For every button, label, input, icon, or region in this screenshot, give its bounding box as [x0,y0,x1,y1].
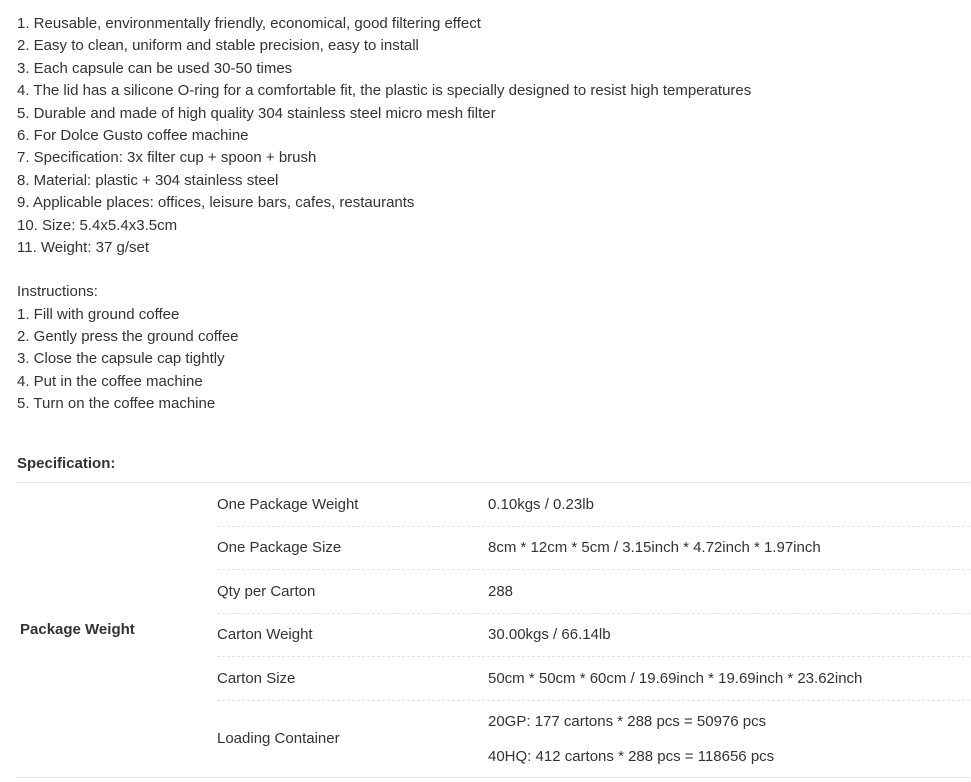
spec-row [217,527,970,571]
instruction-step: 5. Turn on the coffee machine [17,395,216,413]
feature-item: 2. Easy to clean, uniform and stable precision, easy to install [17,37,419,55]
feature-item: 1. Reusable, environmentally friendly, economical, good filtering effect [17,15,481,32]
spec-row-value [488,704,970,774]
spec-group-label: Package Weight [20,621,135,638]
spec-row-label: One Package Weight [217,495,359,513]
feature-item: 9. Applicable places: offices, leisure bars, cafes, restaurants [17,194,415,212]
feature-item: 4. The lid has a silicone O-ring for a comfortable fit, the plastic is specially designed to resist high temperatures [17,82,752,100]
spec-row [217,570,970,614]
feature-item: 7. Specification: 3x filter cup + spoon + brush [17,149,317,167]
spacer [17,259,957,281]
specification-title: Specification: [17,455,116,472]
spec-row-value: 30.00kgs / 66.14lb [488,626,611,644]
instructions-heading: Instructions: [17,283,98,301]
spec-row-label: Carton Size [217,669,296,687]
spec-row [217,614,970,658]
spec-row-value: 0.10kgs / 0.23lb [488,495,594,513]
spec-row-value: 50cm * 50cm * 60cm / 19.69inch * 19.69inch * 23.62inch [488,669,863,687]
spec-rows [217,483,970,777]
instruction-step: 4. Put in the coffee machine [17,372,203,390]
feature-item: 8. Material: plastic + 304 stainless steel [17,171,279,189]
spec-row [217,483,970,527]
instruction-step: 3. Close the capsule cap tightly [17,350,225,368]
product-description [17,13,957,416]
spec-row-value: 288 [488,582,514,600]
spec-row-label: Qty per Carton [217,582,316,600]
spec-row-label: Carton Weight [217,626,313,644]
spec-row-label: Loading Container [217,730,340,747]
instruction-step: 2. Gently press the ground coffee [17,328,239,346]
feature-item: 6. For Dolce Gusto coffee machine [17,126,249,144]
spec-row [217,657,970,701]
feature-item: 5. Durable and made of high quality 304 stainless steel micro mesh filter [17,104,496,122]
feature-item: 3. Each capsule can be used 30-50 times [17,59,293,77]
spec-row [217,701,970,777]
instruction-step: 1. Fill with ground coffee [17,305,180,323]
feature-item: 11. Weight: 37 g/set [17,238,150,256]
specification-table [16,482,970,778]
spec-row-value: 8cm * 12cm * 5cm / 3.15inch * 4.72inch * 1.97inch [488,539,821,557]
loading-container-40hq: 40HQ: 412 cartons * 288 pcs = 118656 pcs [488,747,775,765]
loading-container-20gp: 20GP: 177 cartons * 288 pcs = 50976 pcs [488,712,767,730]
feature-item: 10. Size: 5.4x5.4x3.5cm [17,216,178,234]
spec-row-label: One Package Size [217,539,342,557]
